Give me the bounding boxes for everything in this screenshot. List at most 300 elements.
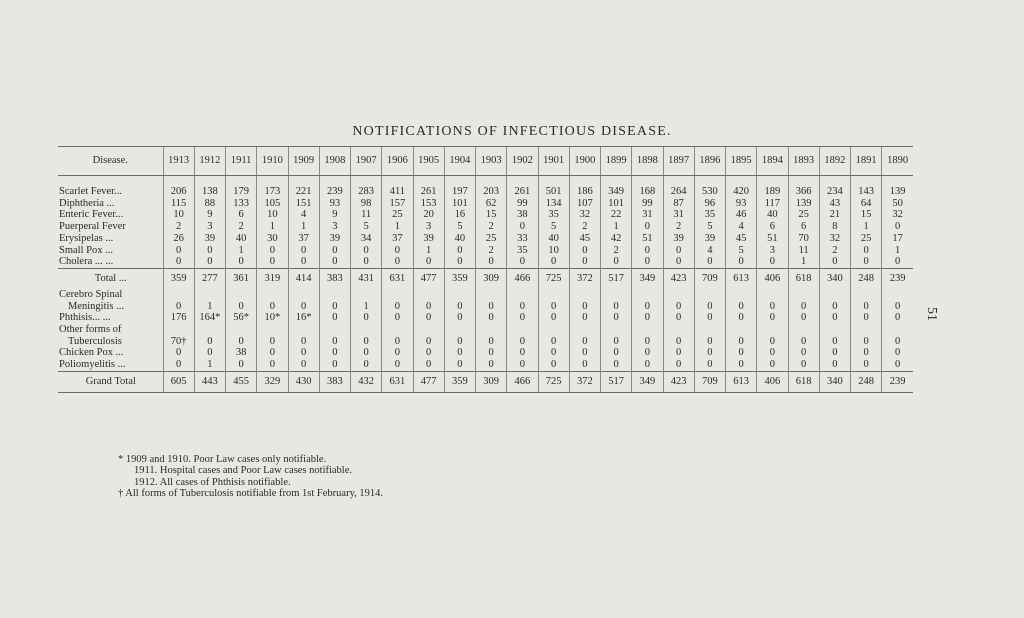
table-cell: 2: [226, 221, 257, 233]
table-cell: 115: [163, 198, 194, 210]
table-cell: 10: [257, 209, 288, 221]
table-cell: 0: [632, 347, 663, 359]
table-cell: 176: [163, 312, 194, 324]
table-cell: 43: [819, 198, 850, 210]
table-cell: 33: [507, 233, 538, 245]
table-cell: 0: [757, 256, 788, 268]
table-cell: [851, 324, 882, 336]
table-cell: 221: [288, 176, 319, 198]
table-cell: 414: [288, 268, 319, 289]
table-cell: 618: [788, 268, 819, 289]
table-row: [58, 198, 913, 210]
table-cell: 239: [882, 371, 913, 392]
table-cell: 1: [288, 221, 319, 233]
table-cell: 0: [632, 244, 663, 256]
table-cell: 0: [851, 359, 882, 371]
row-label: Phthisis... ...: [59, 312, 111, 324]
table-cell: 143: [851, 176, 882, 198]
table-cell: 186: [569, 176, 600, 198]
header-year: 1909: [288, 147, 319, 176]
table-header-row: [58, 147, 913, 176]
table-cell: 0: [507, 347, 538, 359]
page-number: 51: [924, 307, 939, 321]
tuberculosis-row: [58, 336, 913, 348]
table-cell: 5: [694, 221, 725, 233]
table-cell: 0: [601, 336, 632, 348]
table-cell: [257, 289, 288, 301]
table-cell: 0: [788, 301, 819, 313]
table-cell: 613: [726, 371, 757, 392]
table-cell: 0: [851, 336, 882, 348]
table-cell: 0: [851, 244, 882, 256]
table-cell: 96: [694, 198, 725, 210]
table-cell: 64: [851, 198, 882, 210]
table-cell: 1: [194, 301, 225, 313]
table-cell: 0: [632, 336, 663, 348]
table-cell: 0: [351, 256, 382, 268]
row-label: Puerperal Fever: [59, 221, 126, 233]
page-title: NOTIFICATIONS OF INFECTIOUS DISEASE.: [352, 124, 672, 139]
table-cell: 0: [882, 301, 913, 313]
table-cell: 3: [757, 244, 788, 256]
table-cell: [819, 324, 850, 336]
table-cell: 0: [351, 312, 382, 324]
table-cell: 0: [288, 347, 319, 359]
header-year: 1911: [226, 147, 257, 176]
table-cell: [476, 324, 507, 336]
table-cell: 0: [288, 244, 319, 256]
table-cell: 0: [851, 347, 882, 359]
table-cell: 1: [257, 221, 288, 233]
table-cell: 0: [288, 359, 319, 371]
header-year: 1906: [382, 147, 413, 176]
table-cell: 0: [632, 256, 663, 268]
table-cell: 138: [194, 176, 225, 198]
table-cell: 372: [569, 268, 600, 289]
table-cell: 206: [163, 176, 194, 198]
table-cell: 8: [819, 221, 850, 233]
table-cell: 0: [382, 347, 413, 359]
table-cell: 45: [726, 233, 757, 245]
table-cell: 139: [882, 176, 913, 198]
header-year: 1907: [351, 147, 382, 176]
header-year: 1890: [882, 147, 913, 176]
table-cell: 0: [663, 347, 694, 359]
table-cell: [788, 289, 819, 301]
table-cell: 151: [288, 198, 319, 210]
table-cell: 0: [194, 347, 225, 359]
table-cell: 0: [726, 256, 757, 268]
table-cell: 0: [663, 312, 694, 324]
table-cell: 26: [163, 233, 194, 245]
table-cell: 0: [194, 336, 225, 348]
header-disease: Disease.: [58, 147, 163, 176]
table-cell: 0: [194, 256, 225, 268]
table-cell: 0: [882, 312, 913, 324]
table-cell: 15: [851, 209, 882, 221]
table-cell: [351, 324, 382, 336]
header-year: 1913: [163, 147, 194, 176]
table-cell: 105: [257, 198, 288, 210]
table-cell: 430: [288, 371, 319, 392]
table-cell: 2: [476, 221, 507, 233]
header-year: 1892: [819, 147, 850, 176]
table-cell: 133: [226, 198, 257, 210]
table-cell: 406: [757, 268, 788, 289]
table-cell: 0: [257, 359, 288, 371]
table-cell: 0: [663, 336, 694, 348]
table-cell: 309: [476, 371, 507, 392]
table-cell: 99: [507, 198, 538, 210]
row-label: Other forms of: [59, 323, 122, 335]
table-cell: 0: [569, 359, 600, 371]
table-cell: [507, 324, 538, 336]
table-cell: 2: [569, 221, 600, 233]
table-cell: 248: [851, 371, 882, 392]
table-row: [58, 221, 913, 233]
notifications-table-container: [58, 146, 913, 393]
table-cell: [319, 289, 350, 301]
table-cell: 39: [194, 233, 225, 245]
table-cell: 0: [569, 347, 600, 359]
header-year: 1908: [319, 147, 350, 176]
table-cell: 107: [569, 198, 600, 210]
table-cell: 6: [788, 221, 819, 233]
table-cell: [851, 289, 882, 301]
table-cell: 2: [663, 221, 694, 233]
table-cell: 3: [194, 221, 225, 233]
table-cell: [257, 324, 288, 336]
table-cell: 0: [601, 359, 632, 371]
table-cell: 4: [726, 221, 757, 233]
table-cell: 40: [226, 233, 257, 245]
table-cell: 411: [382, 176, 413, 198]
table-cell: 1: [194, 359, 225, 371]
table-cell: 0: [601, 256, 632, 268]
table-cell: 0: [319, 244, 350, 256]
table-cell: 98: [351, 198, 382, 210]
table-cell: 455: [226, 371, 257, 392]
table-cell: 0: [163, 301, 194, 313]
table-cell: 0: [382, 256, 413, 268]
table-cell: [694, 289, 725, 301]
table-cell: [194, 289, 225, 301]
header-year: 1902: [507, 147, 538, 176]
table-cell: 101: [444, 198, 475, 210]
header-year: 1912: [194, 147, 225, 176]
table-cell: [382, 324, 413, 336]
header-year: 1894: [757, 147, 788, 176]
table-cell: 35: [507, 244, 538, 256]
poliomyelitis-row: [58, 359, 913, 371]
table-cell: 30: [257, 233, 288, 245]
table-cell: 466: [507, 371, 538, 392]
table-cell: 0: [569, 301, 600, 313]
table-cell: 0: [382, 359, 413, 371]
header-year: 1910: [257, 147, 288, 176]
table-cell: 349: [601, 176, 632, 198]
table-cell: 0: [569, 312, 600, 324]
table-cell: 51: [757, 233, 788, 245]
table-cell: 0: [351, 244, 382, 256]
table-cell: 264: [663, 176, 694, 198]
table-cell: 0: [257, 244, 288, 256]
table-cell: [882, 324, 913, 336]
table-cell: [163, 324, 194, 336]
table-cell: 0: [694, 347, 725, 359]
footnote-3: 1912. All cases of Phthisis notifiable.: [134, 476, 291, 488]
table-cell: 359: [444, 371, 475, 392]
table-cell: 0: [194, 244, 225, 256]
row-label: Cerebro Spinal: [59, 288, 123, 300]
table-cell: 0: [726, 359, 757, 371]
table-cell: 0: [444, 336, 475, 348]
table-cell: 25: [476, 233, 507, 245]
table-cell: 239: [882, 268, 913, 289]
table-cell: 0: [601, 301, 632, 313]
table-cell: 0: [319, 312, 350, 324]
table-cell: 6: [757, 221, 788, 233]
table-cell: 0: [382, 301, 413, 313]
table-cell: 234: [819, 176, 850, 198]
header-year: 1900: [569, 147, 600, 176]
table-cell: 0: [226, 359, 257, 371]
table-cell: 25: [788, 209, 819, 221]
table-cell: 277: [194, 268, 225, 289]
table-cell: 38: [226, 347, 257, 359]
table-cell: 477: [413, 371, 444, 392]
table-cell: 0: [882, 256, 913, 268]
header-year: 1903: [476, 147, 507, 176]
table-cell: 0: [788, 359, 819, 371]
table-cell: 0: [788, 347, 819, 359]
table-row: [58, 176, 913, 198]
table-cell: 0: [882, 336, 913, 348]
table-cell: [726, 289, 757, 301]
table-cell: 16*: [288, 312, 319, 324]
table-cell: 2: [819, 244, 850, 256]
table-cell: 0: [351, 336, 382, 348]
table-cell: 383: [319, 371, 350, 392]
table-cell: [319, 324, 350, 336]
table-cell: 0: [851, 256, 882, 268]
table-cell: 0: [351, 347, 382, 359]
table-cell: 31: [632, 209, 663, 221]
table-cell: 0: [319, 256, 350, 268]
table-cell: 366: [788, 176, 819, 198]
table-cell: 0: [319, 301, 350, 313]
footnote-4: † All forms of Tuberculosis notifiable from 1st February, 1914.: [118, 487, 384, 499]
table-cell: 0: [476, 336, 507, 348]
table-cell: 631: [382, 371, 413, 392]
table-cell: 37: [382, 233, 413, 245]
table-cell: 93: [726, 198, 757, 210]
table-cell: 56*: [226, 312, 257, 324]
table-cell: [601, 324, 632, 336]
table-cell: 17: [882, 233, 913, 245]
table-cell: 359: [444, 268, 475, 289]
table-cell: 0: [382, 244, 413, 256]
table-cell: 0: [413, 301, 444, 313]
table-cell: 0: [226, 256, 257, 268]
table-cell: 431: [351, 268, 382, 289]
table-cell: 383: [319, 268, 350, 289]
table-cell: [663, 324, 694, 336]
table-cell: 1: [851, 221, 882, 233]
row-label: Erysipelas ...: [59, 232, 114, 244]
table-cell: [632, 324, 663, 336]
table-cell: 423: [663, 268, 694, 289]
table-cell: 0: [757, 312, 788, 324]
table-cell: 283: [351, 176, 382, 198]
row-label: Enteric Fever...: [59, 209, 124, 221]
table-cell: [476, 289, 507, 301]
table-cell: 0: [257, 301, 288, 313]
other-forms-label-row: [58, 324, 913, 336]
table-cell: 466: [507, 268, 538, 289]
table-cell: 0: [663, 359, 694, 371]
table-cell: 309: [476, 268, 507, 289]
table-cell: 164*: [194, 312, 225, 324]
table-cell: 0: [663, 256, 694, 268]
table-cell: 0: [694, 312, 725, 324]
table-cell: 319: [257, 268, 288, 289]
table-cell: 39: [319, 233, 350, 245]
table-cell: 45: [569, 233, 600, 245]
table-cell: 530: [694, 176, 725, 198]
table-cell: 0: [882, 347, 913, 359]
table-cell: 0: [726, 336, 757, 348]
table-cell: 10: [538, 244, 569, 256]
table-cell: 5: [444, 221, 475, 233]
table-cell: 0: [226, 301, 257, 313]
table-cell: 0: [444, 347, 475, 359]
table-cell: 0: [632, 301, 663, 313]
table-cell: [413, 289, 444, 301]
table-cell: 0: [257, 347, 288, 359]
table-cell: 0: [226, 336, 257, 348]
table-cell: 0: [507, 301, 538, 313]
table-cell: 406: [757, 371, 788, 392]
table-cell: 0: [257, 336, 288, 348]
table-cell: 25: [851, 233, 882, 245]
table-cell: 51: [632, 233, 663, 245]
table-cell: 0: [882, 359, 913, 371]
table-cell: [882, 289, 913, 301]
table-cell: [163, 289, 194, 301]
table-cell: 0: [257, 256, 288, 268]
table-cell: 34: [351, 233, 382, 245]
table-cell: 0: [476, 256, 507, 268]
table-cell: 349: [632, 268, 663, 289]
table-cell: 25: [382, 209, 413, 221]
table-cell: 420: [726, 176, 757, 198]
table-cell: 618: [788, 371, 819, 392]
table-cell: 9: [194, 209, 225, 221]
table-cell: 0: [726, 312, 757, 324]
table-cell: [726, 324, 757, 336]
table-cell: 0: [382, 336, 413, 348]
table-cell: 197: [444, 176, 475, 198]
grand-total-row: [58, 371, 913, 392]
header-year: 1896: [694, 147, 725, 176]
row-label: Poliomyelitis ...: [59, 359, 126, 371]
table-cell: 432: [351, 371, 382, 392]
table-cell: 0: [757, 336, 788, 348]
table-cell: 1: [882, 244, 913, 256]
table-cell: 0: [538, 359, 569, 371]
table-cell: 37: [288, 233, 319, 245]
table-cell: 613: [726, 268, 757, 289]
footnotes: [118, 454, 383, 499]
table-cell: [288, 324, 319, 336]
table-row: [58, 256, 913, 268]
table-cell: 2: [163, 221, 194, 233]
table-cell: 0: [726, 347, 757, 359]
table-cell: 9: [319, 209, 350, 221]
header-year: 1901: [538, 147, 569, 176]
table-cell: [538, 324, 569, 336]
table-cell: 15: [476, 209, 507, 221]
table-cell: 62: [476, 198, 507, 210]
table-cell: 0: [819, 347, 850, 359]
table-cell: 0: [288, 301, 319, 313]
table-cell: 0: [663, 301, 694, 313]
meningitis-row: [58, 301, 913, 313]
row-label: Chicken Pox ...: [59, 347, 124, 359]
table-cell: 70: [788, 233, 819, 245]
table-cell: [226, 324, 257, 336]
table-cell: 0: [507, 256, 538, 268]
table-cell: 39: [694, 233, 725, 245]
table-cell: 261: [507, 176, 538, 198]
table-cell: 40: [757, 209, 788, 221]
header-year: 1891: [851, 147, 882, 176]
table-cell: 517: [601, 268, 632, 289]
table-cell: 88: [194, 198, 225, 210]
table-cell: [413, 324, 444, 336]
phthisis-row: [58, 312, 913, 324]
table-cell: 0: [601, 347, 632, 359]
table-row: [58, 244, 913, 256]
table-cell: 0: [476, 312, 507, 324]
table-cell: 0: [413, 256, 444, 268]
footnote-1: * 1909 and 1910. Poor Law cases only notifiable.: [118, 454, 327, 465]
table-cell: 709: [694, 268, 725, 289]
table-cell: 0: [757, 301, 788, 313]
table-cell: [757, 324, 788, 336]
table-cell: 173: [257, 176, 288, 198]
header-year: 1904: [444, 147, 475, 176]
table-cell: 70†: [163, 336, 194, 348]
table-cell: 87: [663, 198, 694, 210]
table-cell: 0: [757, 359, 788, 371]
table-cell: 46: [726, 209, 757, 221]
row-label: Cholera ... ...: [59, 256, 114, 268]
table-cell: 0: [319, 359, 350, 371]
table-cell: 0: [882, 221, 913, 233]
table-cell: [194, 324, 225, 336]
table-cell: 605: [163, 371, 194, 392]
table-cell: 153: [413, 198, 444, 210]
footnote-2: 1911. Hospital cases and Poor Law cases notifiable.: [134, 465, 353, 477]
table-cell: 32: [882, 209, 913, 221]
table-cell: 631: [382, 268, 413, 289]
table-cell: 10: [163, 209, 194, 221]
table-cell: 99: [632, 198, 663, 210]
table-cell: 93: [319, 198, 350, 210]
table-cell: 21: [819, 209, 850, 221]
